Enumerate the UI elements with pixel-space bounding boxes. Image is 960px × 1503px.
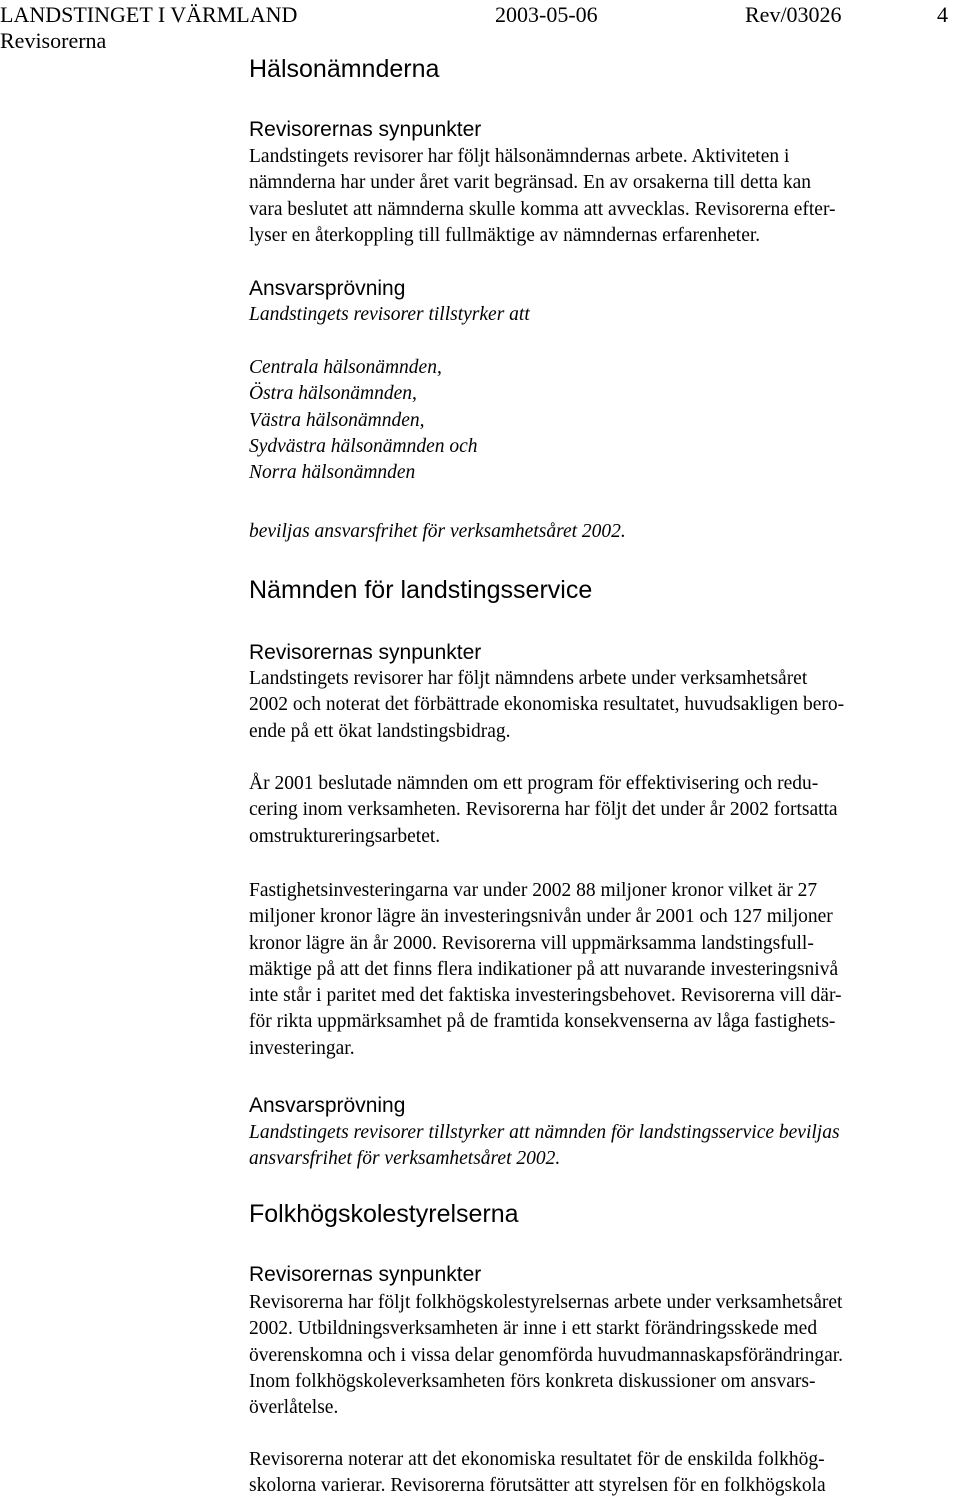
paragraph (249, 144, 955, 249)
text-line: skolorna varierar. Revisorerna förutsätter att styrelsen för en folkhögskola (249, 1475, 826, 1497)
list-item: Östra hälsonämnden, (249, 383, 417, 405)
text-line: överenskomna och i vissa delar genomförda huvudmannaskapsförändringar. (249, 1344, 844, 1366)
list-item: Centrala hälsonämnden, (249, 357, 442, 378)
text-line: lyser en återkoppling till fullmäktige av nämndernas erfarenheter. (249, 224, 761, 246)
subheading-synpunkter: Revisorernas synpunkter (249, 641, 482, 664)
section-title-landstingsservice: Nämnden för landstingsservice (249, 576, 593, 604)
text-line: ansvarsfrihet för verksamhetsåret 2002. (249, 1148, 561, 1170)
text-line: mäktige på att det finns flera indikationer på att nuvarande investeringsnivå (249, 958, 839, 980)
header-ref: Rev/03026 (745, 2, 842, 27)
list-item: Norra hälsonämnden (249, 462, 416, 484)
text-line: omstruktureringsarbetet. (249, 825, 441, 847)
subheading-ansvarsprovning: Ansvarsprövning (249, 1094, 406, 1117)
text-line: överlåtelse. (249, 1397, 339, 1419)
list-item: Västra hälsonämnden, (249, 409, 425, 431)
subheading-synpunkter: Revisorernas synpunkter (249, 1263, 482, 1286)
paragraph: beviljas ansvarsfrihet för verksamhetsåret 2002. (249, 521, 626, 542)
text-line: inte står i paritet med det faktiska investeringsbehovet. Revisorerna vill där- (249, 985, 842, 1007)
text-line: nämnderna har under året varit begränsad. En av orsakerna till detta kan (249, 172, 812, 194)
paragraph (249, 771, 955, 850)
text-line: Landstingets revisorer har följt nämndens arbete under verksamhetsåret (249, 668, 808, 689)
text-line: vara beslutet att nämnderna skulle komma att avvecklas. Revisorerna efter- (249, 198, 836, 220)
text-line: kronor lägre än år 2000. Revisorerna vill uppmärksamma landstingsfull- (249, 932, 814, 954)
text-line: 2002 och noterat det förbättrade ekonomiska resultatet, huvudsakligen bero- (249, 694, 845, 716)
section-title-folkhogskolestyrelserna: Folkhögskolestyrelserna (249, 1200, 519, 1228)
nomination-list (249, 355, 955, 486)
text-line: Revisorerna noterar att det ekonomiska resultatet för de enskilda folkhög- (249, 1449, 825, 1470)
subheading-synpunkter: Revisorernas synpunkter (249, 118, 482, 141)
text-line: miljoner kronor lägre än investeringsnivån under år 2001 och 127 miljoner (249, 906, 833, 928)
header-org: LANDSTINGET I VÄRMLAND (0, 2, 298, 27)
text-line: cering inom verksamheten. Revisorerna har följt det under år 2002 fortsatta (249, 799, 838, 821)
header-date: 2003-05-06 (495, 2, 598, 27)
text-line: År 2001 beslutade nämnden om ett program för effektivisering och redu- (249, 773, 819, 794)
header-page-number: 4 (937, 2, 948, 27)
text-line: Landstingets revisorer tillstyrker att nämnden för landstingsservice beviljas (249, 1122, 840, 1143)
section-title-halsonamnderna: Hälsonämnderna (249, 55, 440, 83)
paragraph (249, 878, 955, 1062)
text-line: för rikta uppmärksamhet på de framtida konsekvenserna av låga fastighets- (249, 1011, 836, 1033)
paragraph (249, 1290, 955, 1421)
text-line: Fastighetsinvesteringarna var under 2002 88 miljoner kronor vilket är 27 (249, 880, 818, 901)
text-line: 2002. Utbildningsverksamheten är inne i ett starkt förändringsskede med (249, 1318, 818, 1340)
paragraph (249, 666, 955, 745)
header-dept: Revisorerna (0, 28, 107, 53)
text-line: Landstingets revisorer har följt hälsonämndernas arbete. Aktiviteten i (249, 146, 790, 167)
text-line: Inom folkhögskoleverksamheten förs konkreta diskussioner om ansvars- (249, 1370, 816, 1392)
text-line: investeringar. (249, 1037, 355, 1059)
paragraph: Landstingets revisorer tillstyrker att (249, 304, 530, 325)
text-line: ende på ett ökat landstingsbidrag. (249, 720, 511, 742)
paragraph (249, 1447, 955, 1500)
list-item: Sydvästra hälsonämnden och (249, 435, 478, 457)
text-line: Revisorerna har följt folkhögskolestyrelsernas arbete under verksamhetsåret (249, 1292, 843, 1313)
subheading-ansvarsprovning: Ansvarsprövning (249, 277, 406, 300)
paragraph (249, 1120, 955, 1173)
